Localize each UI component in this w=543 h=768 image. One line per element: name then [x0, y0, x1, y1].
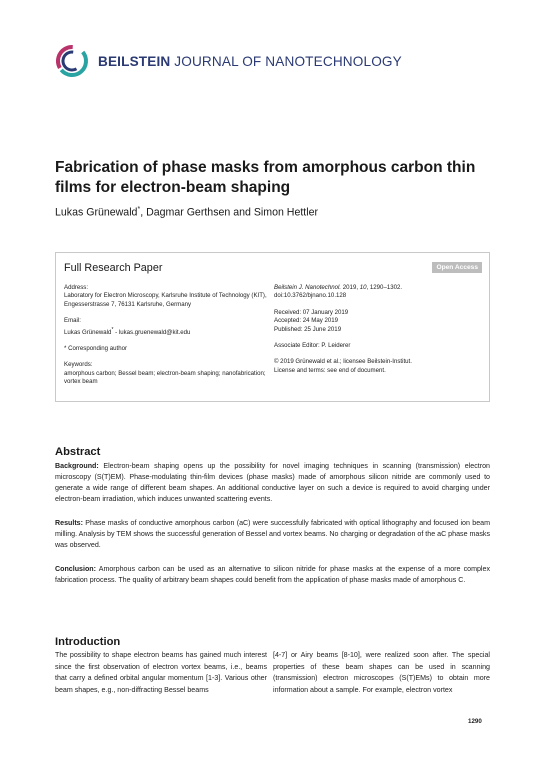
associate-editor: Associate Editor: P. Leiderer	[274, 342, 351, 350]
open-access-badge: Open Access	[432, 262, 482, 273]
published-date: Published: 25 June 2019	[274, 325, 342, 333]
address-label: Address:	[64, 284, 89, 291]
address-text: Laboratory for Electron Microscopy, Karlsruhe Institute of Technology (KIT), Engesserstrasse 7, 76131 Karlsruhe, Germany	[64, 292, 267, 308]
received-date: Received: 07 January 2019	[274, 308, 349, 316]
author-list	[55, 206, 495, 219]
corresponding-note: * Corresponding author	[64, 345, 128, 353]
email-mark: *	[111, 326, 114, 333]
abstract-background	[55, 461, 490, 505]
journal-name	[98, 54, 402, 69]
conclusion-text: Amorphous carbon can be used as an alternative to silicon nitride for phase masks at the expense of a more complex fabrication process. The quality of arbitrary beam shapes could benefit from the application of phase masks made of amorphous C.	[55, 565, 490, 584]
journal-masthead	[55, 44, 402, 78]
address-block	[64, 284, 269, 309]
copyright-text: © 2019 Grünewald et al.; licensee Beilstein-Institut.	[274, 358, 412, 366]
journal-name-rest: JOURNAL OF NANOTECHNOLOGY	[170, 53, 402, 69]
citation-journal: Beilstein J. Nanotechnol.	[274, 284, 342, 291]
journal-name-bold: BEILSTEIN	[98, 53, 171, 69]
doi-link[interactable]: doi:10.3762/bjnano.10.128	[274, 292, 347, 300]
email-address[interactable]: - lukas.gruenewald@kit.edu	[113, 328, 191, 336]
abstract-conclusion	[55, 564, 490, 586]
results-text: Phase masks of conductive amorphous carbon (aC) were successfully fabricated with optical lithography and focused ion beam milling. Analysis by TEM shows the successful generation of Bessel and vortex beams. No charging or degradation of the aC phase masks was observed.	[55, 519, 490, 549]
citation-block	[274, 284, 484, 301]
email-label: Email:	[64, 317, 81, 325]
license-link[interactable]: License and terms: see end of document.	[274, 366, 386, 374]
other-authors: , Dagmar Gerthsen and Simon Hettler	[140, 206, 319, 219]
citation-volume: 10	[359, 284, 367, 291]
keywords-block	[64, 361, 269, 386]
dates-block	[274, 309, 484, 334]
keywords-text: amorphous carbon; Bessel beam; electron-beam shaping; nanofabrication; vortex beam	[64, 369, 266, 386]
introduction-heading: Introduction	[55, 636, 121, 648]
accepted-date: Accepted: 24 May 2019	[274, 317, 339, 325]
page-number: 1290	[468, 718, 482, 725]
article-info-box	[55, 252, 490, 402]
introduction-right-column: [4-7] or Airy beams [8-10], were realized soon after. The special properties of these beam shapes can be used in scanning (transmission) electron microscopes (S(T)EMs) to obtain more information about a sample. For example, electron vortex	[273, 651, 490, 694]
background-label: Background:	[55, 462, 99, 470]
background-text: Electron-beam shaping opens up the possibility for novel imaging techniques in scanning (transmission) electron microscopy (S(T)EM). Phase-modulating thin-film devices (phase masks) made of amorphous silicon nitride are commonly used to generate a wide range of different beam shapes. An additional conductive layer on such a device is required to avoid charging under electron-beam irradiation, which induces unwanted scattering events.	[55, 462, 490, 503]
email-author: Lukas Grünewald	[64, 328, 112, 336]
license-block	[274, 358, 484, 375]
paper-title: Fabrication of phase masks from amorphous carbon thin films for electron-beam shaping	[55, 159, 476, 196]
info-right-column	[274, 284, 484, 383]
conclusion-label: Conclusion:	[55, 565, 96, 573]
abstract-heading: Abstract	[55, 446, 101, 458]
introduction-left-column: The possibility to shape electron beams has gained much interest since the first observation of electron vortex beams, i.e., beams that carry a defined orbital angular momentum [1-3]. Various other beam shapes, e.g., non-diffracting Bessel beams	[55, 651, 267, 694]
corresponding-mark: *	[137, 206, 141, 213]
author-1: Lukas Grünewald	[55, 206, 138, 219]
keywords-label: Keywords:	[64, 361, 93, 369]
article-type: Full Research Paper	[64, 262, 163, 274]
beilstein-ring-logo-icon	[55, 44, 89, 78]
citation-year: 2019,	[341, 284, 360, 291]
citation-pages: , 1290–1302.	[366, 284, 403, 291]
abstract-results	[55, 518, 490, 551]
info-left-column	[64, 284, 269, 395]
email-block	[64, 317, 269, 337]
results-label: Results:	[55, 519, 83, 527]
